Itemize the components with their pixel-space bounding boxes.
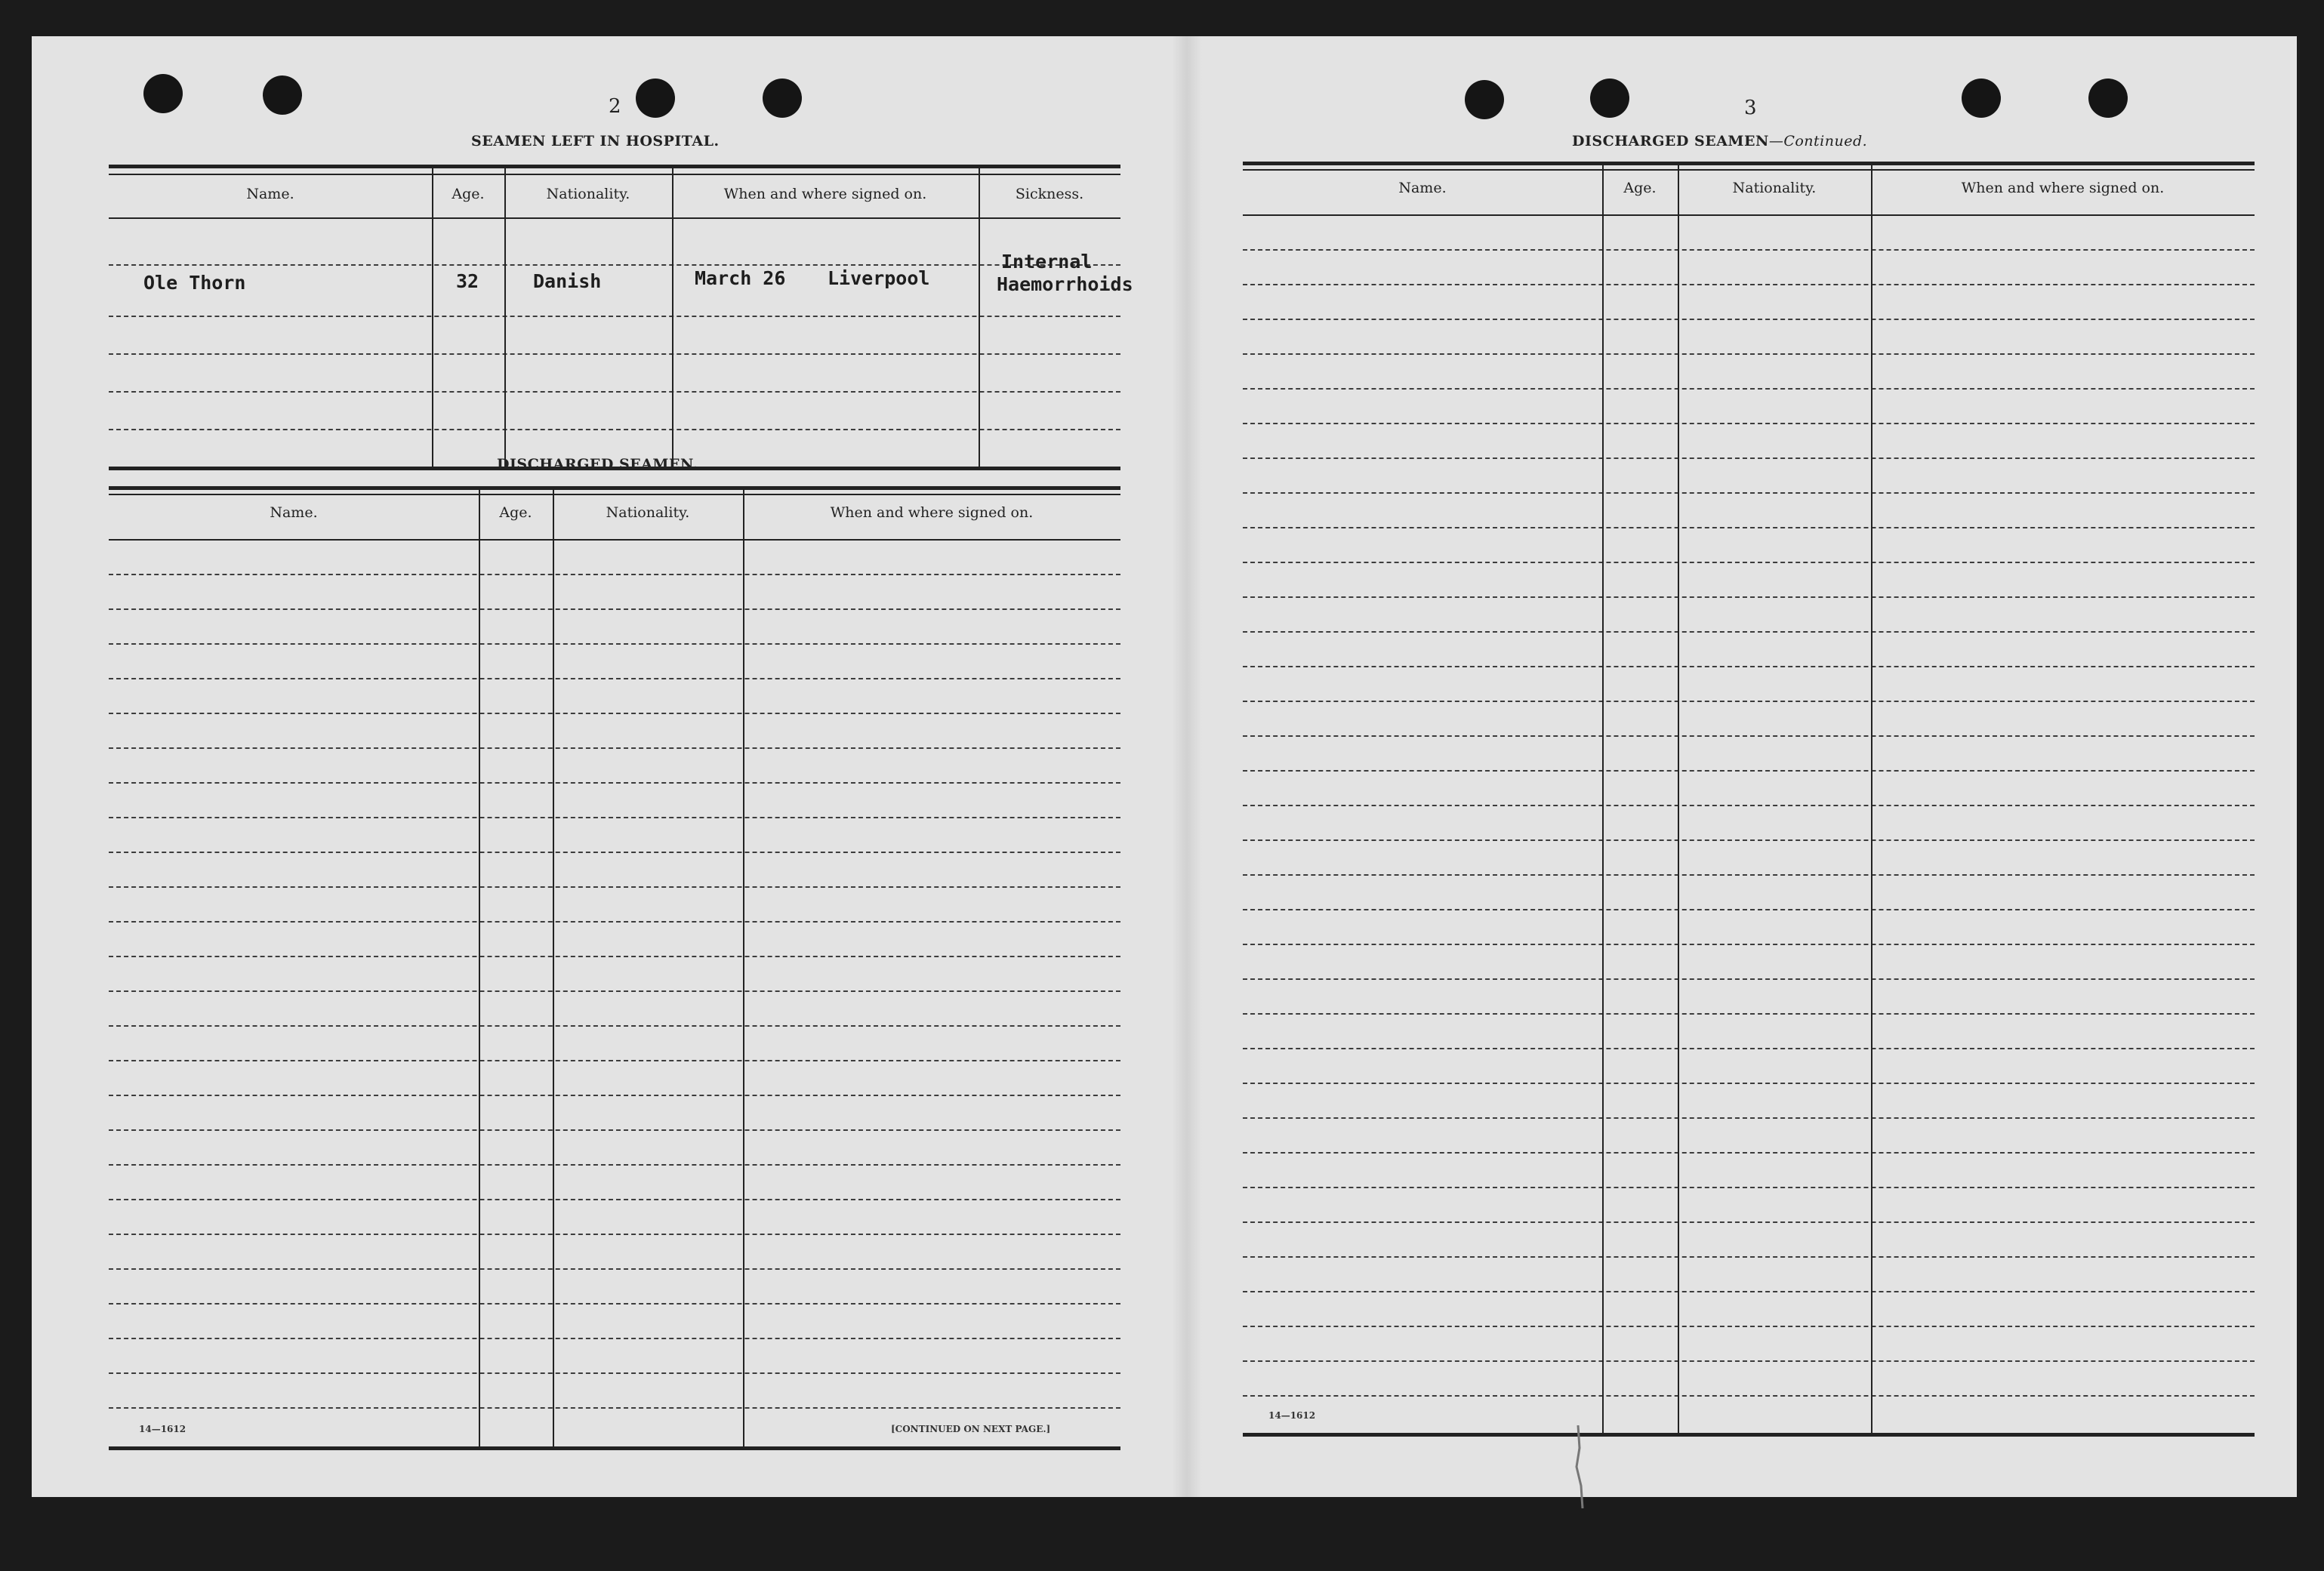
table-rule [109,643,1120,645]
table-rule [1243,214,2255,216]
table-rule [1243,319,2255,320]
table-rule [109,429,1120,430]
table-rule [1243,169,2255,171]
table-rule [109,990,1120,992]
continued-note: [CONTINUED ON NEXT PAGE.] [891,1424,1051,1434]
table-rule [109,1060,1120,1061]
column-divider [504,165,506,467]
punch-hole [1962,79,2001,118]
table-rule [109,1372,1120,1374]
hospital-section-title: SEAMEN LEFT IN HOSPITAL. [471,133,720,149]
table-rule [1243,1360,2255,1362]
column-divider [479,486,480,1446]
table-rule [109,782,1120,784]
punch-hole [2088,79,2128,118]
column-header-age: Age. [1623,180,1657,196]
punch-hole [1590,79,1629,118]
table-rule [109,174,1120,175]
right-section-title [1572,133,1867,149]
table-rule [109,1303,1120,1305]
table-rule [1243,874,2255,876]
entry-name: Ole Thorn [143,272,246,294]
table-rule [109,921,1120,923]
column-header-signed-on: When and where signed on. [1961,180,2165,196]
table-rule [1243,457,2255,459]
entry-age: 32 [456,270,479,292]
table-rule [109,574,1120,575]
column-divider [672,165,673,467]
table-rule [1243,1013,2255,1015]
table-rule [109,713,1120,714]
table-rule [1243,839,2255,841]
table-rule [1243,562,2255,563]
right-page-number: 3 [1744,97,1757,119]
table-rule [1243,162,2255,165]
table-rule [1243,735,2255,737]
table-rule [1243,527,2255,528]
table-rule [109,956,1120,957]
column-header-age: Age. [452,186,485,202]
table-rule [1243,388,2255,390]
table-rule [109,1338,1120,1339]
table-rule [109,1129,1120,1131]
table-rule [1243,1433,2255,1437]
table-rule [1243,249,2255,251]
hospital-table [109,165,1133,476]
left-form-code: 14—1612 [139,1424,186,1434]
column-header-signed-on: When and where signed on. [723,186,927,202]
table-rule [109,494,1120,495]
table-rule [1243,944,2255,945]
table-rule [1243,1152,2255,1154]
table-rule [109,747,1120,749]
page-fold [1172,36,1202,1497]
column-header-age: Age. [499,504,532,521]
left-discharged-table [109,486,1120,1460]
table-rule [109,886,1120,888]
document-sheet [32,36,2297,1497]
column-divider [1602,162,1604,1433]
table-rule [1243,701,2255,702]
right-form-code: 14—1612 [1268,1410,1316,1421]
table-rule [1243,770,2255,772]
table-rule [1243,492,2255,494]
table-rule [1243,1326,2255,1327]
punch-hole [143,74,183,113]
table-rule [109,165,1120,168]
punch-hole [263,75,302,115]
table-rule [1243,1187,2255,1188]
column-header-nationality: Nationality. [1732,180,1817,196]
table-rule [1243,978,2255,980]
entry-sickness-line1: Internal [1001,251,1093,273]
column-divider [979,165,980,467]
table-rule [109,217,1120,219]
column-header-signed-on: When and where signed on. [830,504,1034,521]
table-rule [109,316,1120,317]
column-header-sickness: Sickness. [1015,186,1084,202]
table-rule [1243,909,2255,910]
discharged-section-title: DISCHARGED SEAMEN. [497,456,698,473]
table-rule [109,1199,1120,1200]
table-rule [109,678,1120,679]
table-rule [109,539,1120,541]
table-rule [1243,353,2255,355]
table-rule [1243,284,2255,285]
table-rule [1243,1395,2255,1397]
column-header-name: Name. [270,504,318,521]
table-rule [1243,423,2255,424]
right-title-continued: —Continued. [1768,133,1868,149]
table-rule [1243,1291,2255,1292]
table-rule [109,1234,1120,1235]
table-rule [1243,1256,2255,1258]
punch-hole [636,79,675,118]
table-rule [1243,1083,2255,1084]
table-rule [1243,1117,2255,1119]
table-rule [109,391,1120,393]
column-header-nationality: Nationality. [606,504,690,521]
right-discharged-table [1243,162,2255,1445]
column-header-name: Name. [1398,180,1447,196]
table-rule [109,264,1120,266]
entry-nationality: Danish [533,270,602,292]
entry-signed-on-place: Liverpool [828,267,930,289]
table-rule [109,608,1120,610]
table-rule [109,1268,1120,1270]
table-rule [109,1407,1120,1409]
table-rule [1243,805,2255,806]
punch-hole [763,79,802,118]
entry-sickness-line2: Haemorrhoids [997,273,1133,295]
table-rule [109,353,1120,355]
table-rule [109,1025,1120,1027]
punch-hole [1465,80,1504,119]
table-rule [109,852,1120,853]
table-rule [1243,596,2255,598]
column-divider [743,486,744,1446]
table-rule [109,817,1120,818]
table-rule [1243,1221,2255,1223]
table-rule [109,1095,1120,1096]
table-rule [1243,1048,2255,1049]
column-divider [432,165,433,467]
table-rule [1243,631,2255,633]
paper-tear-mark [1572,1425,1602,1508]
table-rule [1243,666,2255,667]
column-divider [1871,162,1872,1433]
column-header-name: Name. [246,186,294,202]
table-rule [109,486,1120,490]
column-divider [553,486,554,1446]
left-page-number: 2 [609,95,621,118]
column-divider [1678,162,1679,1433]
table-rule [109,1164,1120,1166]
table-rule [109,1446,1120,1450]
column-header-nationality: Nationality. [546,186,630,202]
right-title-main: DISCHARGED SEAMEN [1572,133,1769,149]
entry-signed-on-date: March 26 [695,267,786,289]
